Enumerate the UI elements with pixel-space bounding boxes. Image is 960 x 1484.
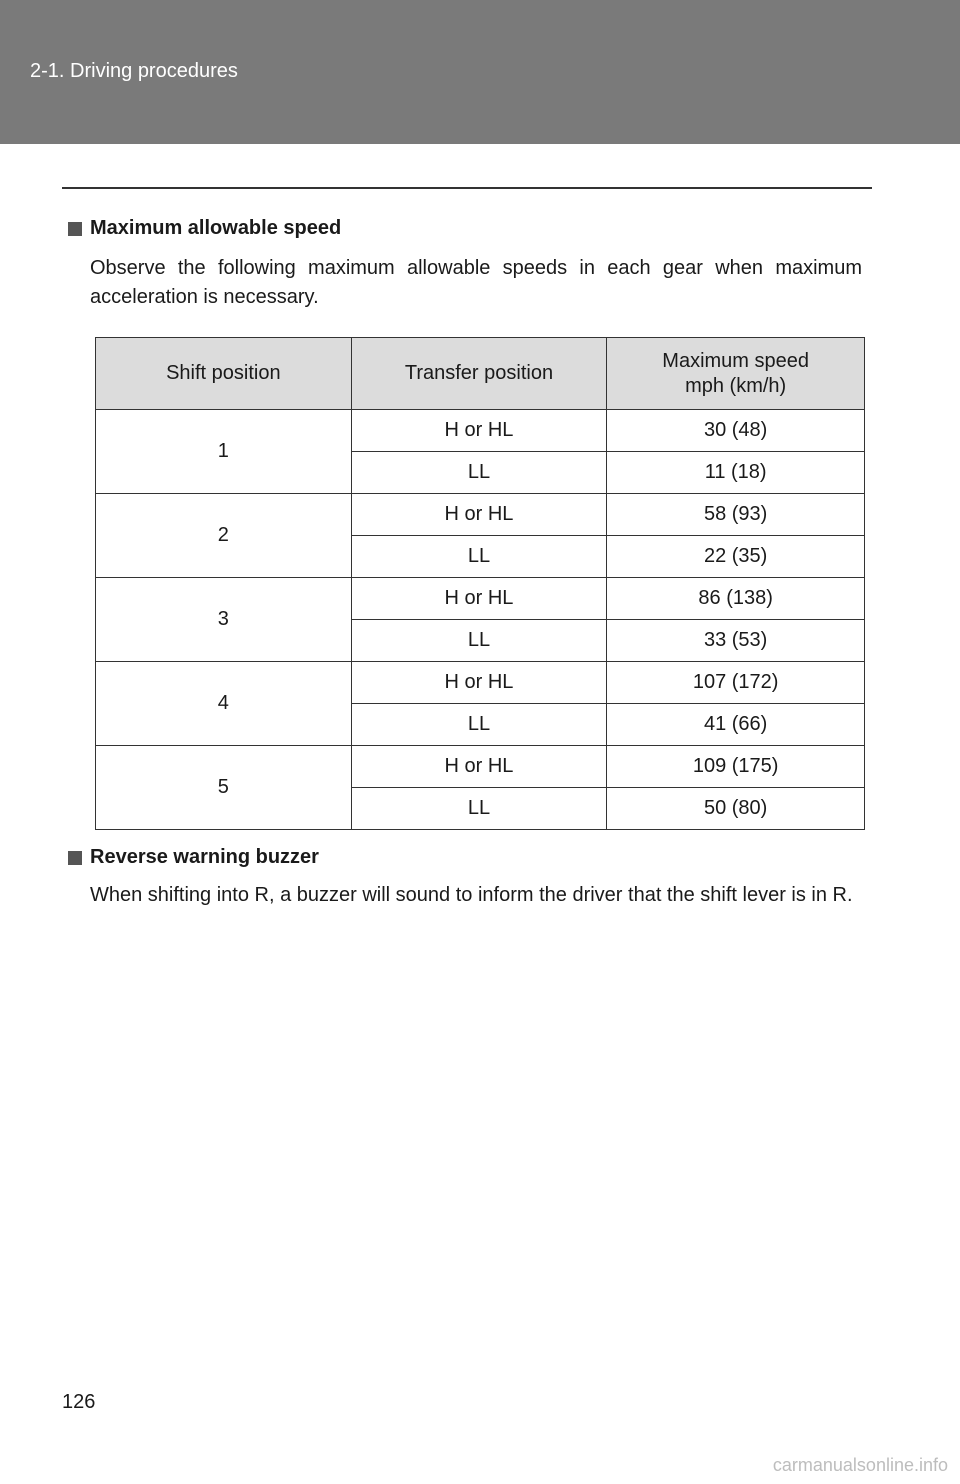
speed-cell: 11 (18): [607, 452, 865, 494]
header-shift-position: Shift position: [96, 338, 352, 410]
transfer-cell: H or HL: [351, 746, 607, 788]
transfer-cell: LL: [351, 452, 607, 494]
transfer-cell: H or HL: [351, 578, 607, 620]
speed-cell: 22 (35): [607, 536, 865, 578]
shift-cell: 3: [96, 578, 352, 662]
section-title-reverse-buzzer: [68, 846, 319, 869]
transfer-cell: LL: [351, 788, 607, 830]
transfer-cell: H or HL: [351, 662, 607, 704]
header-transfer-position: Transfer position: [351, 338, 607, 410]
watermark: carmanualsonline.info: [772, 1455, 948, 1475]
speed-cell: 86 (138): [607, 578, 865, 620]
transfer-cell: LL: [351, 704, 607, 746]
transfer-cell: H or HL: [351, 410, 607, 452]
header-maximum-speed: [607, 338, 865, 410]
speed-cell: 109 (175): [607, 746, 865, 788]
transfer-cell: LL: [351, 536, 607, 578]
max-speed-table: [95, 337, 865, 830]
section-title-text: Maximum allowable speed: [90, 217, 342, 239]
table-row: [96, 662, 865, 704]
page-number: 126: [62, 1391, 96, 1413]
shift-cell: 2: [96, 494, 352, 578]
speed-cell: 41 (66): [607, 704, 865, 746]
shift-cell: 4: [96, 662, 352, 746]
transfer-cell: LL: [351, 620, 607, 662]
section-breadcrumb: 2-1. Driving procedures: [30, 60, 238, 82]
speed-cell: 33 (53): [607, 620, 865, 662]
table-row: [96, 746, 865, 788]
header-max-speed-line2: mph (km/h): [685, 374, 787, 397]
section-title-max-speed: [68, 217, 341, 240]
section-title-text: Reverse warning buzzer: [90, 846, 319, 868]
table-row: [96, 494, 865, 536]
speed-cell: 107 (172): [607, 662, 865, 704]
section-body-max-speed: Observe the following maximum allowable speeds in each gear when maximum acceleration is necessary.: [90, 257, 862, 308]
shift-cell: 1: [96, 410, 352, 494]
section-body-reverse-buzzer: When shifting into R, a buzzer will sound to inform the driver that the shift lever is in R.: [90, 884, 853, 906]
shift-cell: 5: [96, 746, 352, 830]
speed-cell: 50 (80): [607, 788, 865, 830]
table-row: [96, 410, 865, 452]
speed-cell: 58 (93): [607, 494, 865, 536]
square-bullet-icon: [68, 851, 82, 865]
page-header: [0, 0, 960, 144]
table-row: [96, 578, 865, 620]
square-bullet-icon: [68, 222, 82, 236]
divider: [62, 187, 872, 189]
header-max-speed-line1: Maximum speed: [662, 349, 809, 372]
transfer-cell: H or HL: [351, 494, 607, 536]
speed-cell: 30 (48): [607, 410, 865, 452]
table-header-row: [96, 338, 865, 410]
